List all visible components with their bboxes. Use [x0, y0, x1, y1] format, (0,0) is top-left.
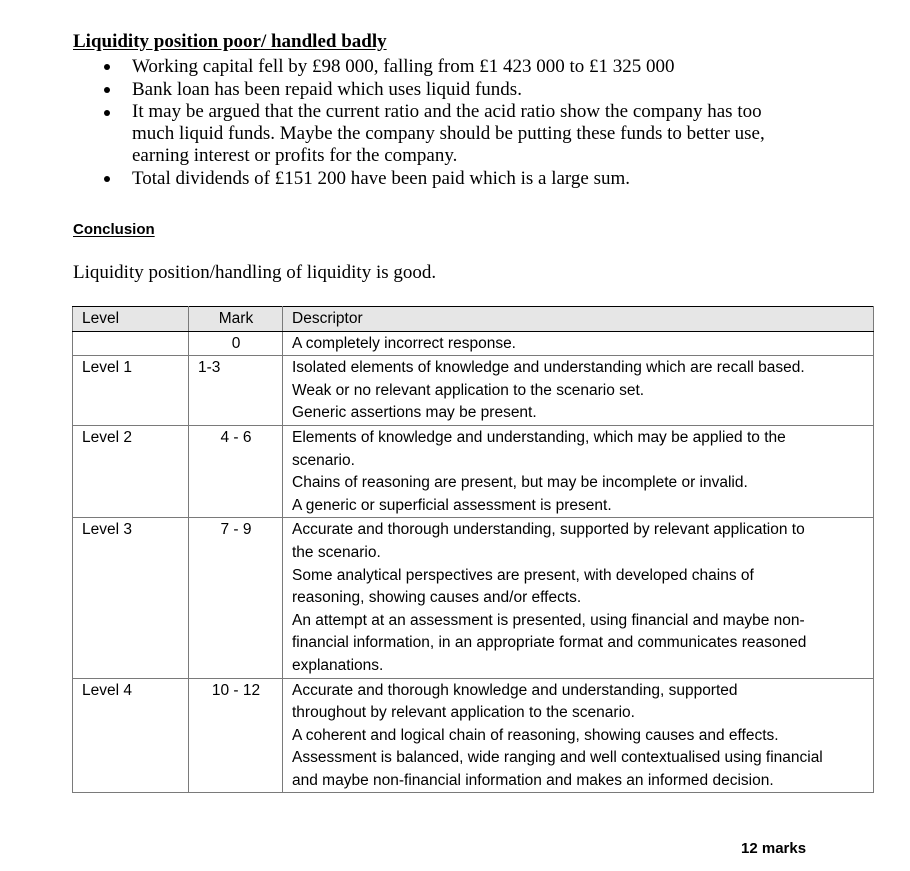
bullet-text: Total dividends of £151 200 have been paid which is a large sum.	[132, 168, 631, 189]
bullet-text: It may be argued that the current ratio and the acid ratio show the company has too	[132, 101, 762, 122]
descriptor-line: An attempt at an assessment is presented, using financial and maybe non-	[292, 611, 805, 629]
descriptor-line: Accurate and thorough knowledge and understanding, supported	[292, 681, 738, 699]
level-cell: Level 1	[73, 356, 189, 426]
table-row	[73, 518, 874, 678]
bullet-icon	[104, 87, 110, 93]
section-heading: Liquidity position poor/ handled badly	[73, 31, 387, 52]
descriptor-line: Chains of reasoning are present, but may be incomplete or invalid.	[292, 474, 748, 492]
bullet-item	[100, 101, 840, 167]
table-row	[73, 356, 874, 426]
descriptor-line: Weak or no relevant application to the scenario set.	[292, 381, 645, 399]
descriptor-cell	[283, 331, 874, 356]
descriptor-line: throughout by relevant application to the scenario.	[292, 704, 635, 722]
bullet-item	[100, 167, 840, 190]
descriptor-line: A generic or superficial assessment is present.	[292, 496, 612, 514]
descriptor-cell	[283, 425, 874, 517]
descriptor-cell	[283, 356, 874, 426]
descriptor-line: A completely incorrect response.	[292, 334, 516, 352]
descriptor-line: scenario.	[292, 451, 355, 469]
level-cell: Level 2	[73, 425, 189, 517]
descriptor-cell	[283, 678, 874, 793]
bullet-item	[100, 78, 840, 101]
bullet-item	[100, 55, 840, 78]
descriptor-line: Accurate and thorough understanding, supported by relevant application to	[292, 521, 805, 539]
descriptor-line: Elements of knowledge and understanding, which may be applied to the	[292, 428, 786, 446]
descriptor-line: Some analytical perspectives are present, with developed chains of	[292, 566, 754, 584]
level-cell: Level 4	[73, 678, 189, 793]
descriptor-line: explanations.	[292, 656, 384, 674]
levels-of-response-table	[72, 306, 874, 793]
mark-cell: 10 - 12	[189, 678, 283, 793]
mark-cell: 1-3	[189, 356, 283, 426]
descriptor-line: financial information, in an appropriate format and communicates reasoned	[292, 634, 807, 652]
table-row	[73, 425, 874, 517]
bullet-list	[100, 55, 840, 190]
descriptor-cell	[283, 518, 874, 678]
level-cell	[73, 331, 189, 356]
conclusion-heading: Conclusion	[73, 221, 155, 238]
bullet-text: much liquid funds. Maybe the company should be putting these funds to better use,	[132, 123, 765, 144]
descriptor-line: and maybe non-financial information and makes an informed decision.	[292, 771, 774, 789]
descriptor-line: Generic assertions may be present.	[292, 404, 537, 422]
bullet-icon	[104, 110, 110, 116]
descriptor-line: reasoning, showing causes and/or effects.	[292, 589, 582, 607]
conclusion-text: Liquidity position/handling of liquidity is good.	[73, 262, 437, 283]
descriptor-line: Assessment is balanced, wide ranging and well contextualised using financial	[292, 749, 823, 767]
descriptor-line: A coherent and logical chain of reasoning, showing causes and effects.	[292, 726, 779, 744]
mark-cell: 7 - 9	[189, 518, 283, 678]
table-row	[73, 678, 874, 793]
level-cell: Level 3	[73, 518, 189, 678]
descriptor-line: Isolated elements of knowledge and understanding which are recall based.	[292, 359, 805, 377]
mark-cell: 4 - 6	[189, 425, 283, 517]
header-mark: Mark	[189, 307, 283, 332]
total-marks: 12 marks	[741, 840, 807, 857]
bullet-icon	[104, 176, 110, 182]
table-row	[73, 331, 874, 356]
header-level: Level	[73, 307, 189, 332]
bullet-text: Working capital fell by £98 000, falling from £1 423 000 to £1 325 000	[132, 56, 675, 77]
bullet-icon	[104, 64, 110, 70]
mark-cell: 0	[189, 331, 283, 356]
bullet-text: earning interest or profits for the company.	[132, 145, 458, 166]
header-descriptor: Descriptor	[283, 307, 874, 332]
descriptor-line: the scenario.	[292, 543, 381, 561]
table-header-row	[73, 307, 874, 332]
bullet-text: Bank loan has been repaid which uses liquid funds.	[132, 79, 522, 100]
